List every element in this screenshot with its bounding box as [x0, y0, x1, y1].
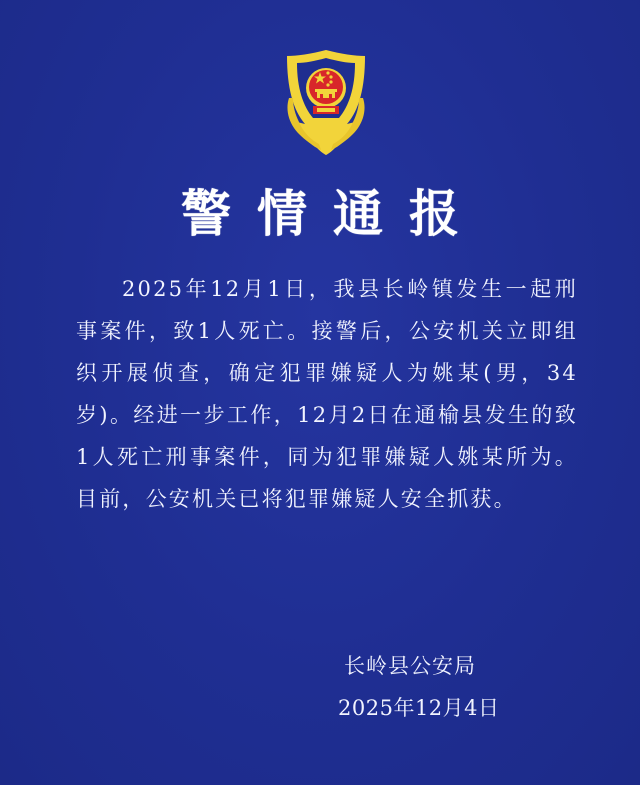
bulletin-body: 2025年12月1日，我县长岭镇发生一起刑事案件，致1人死亡。接警后，公安机关立即组织开展侦查，确定犯罪嫌疑人为姚某(男，34岁)。经进一步工作，12月2日在通榆县发生的致1人死亡刑事案件，同为犯罪嫌疑人姚某所为。目前，公安机关已将犯罪嫌疑人安全抓获。: [76, 277, 578, 511]
signature-block: [338, 645, 500, 729]
issuing-organization: 长岭县公安局: [344, 654, 476, 678]
bulletin-title: 警情通报: [181, 184, 485, 243]
issue-date: 2025年12月4日: [338, 696, 500, 720]
police-emblem-icon: [275, 48, 377, 156]
